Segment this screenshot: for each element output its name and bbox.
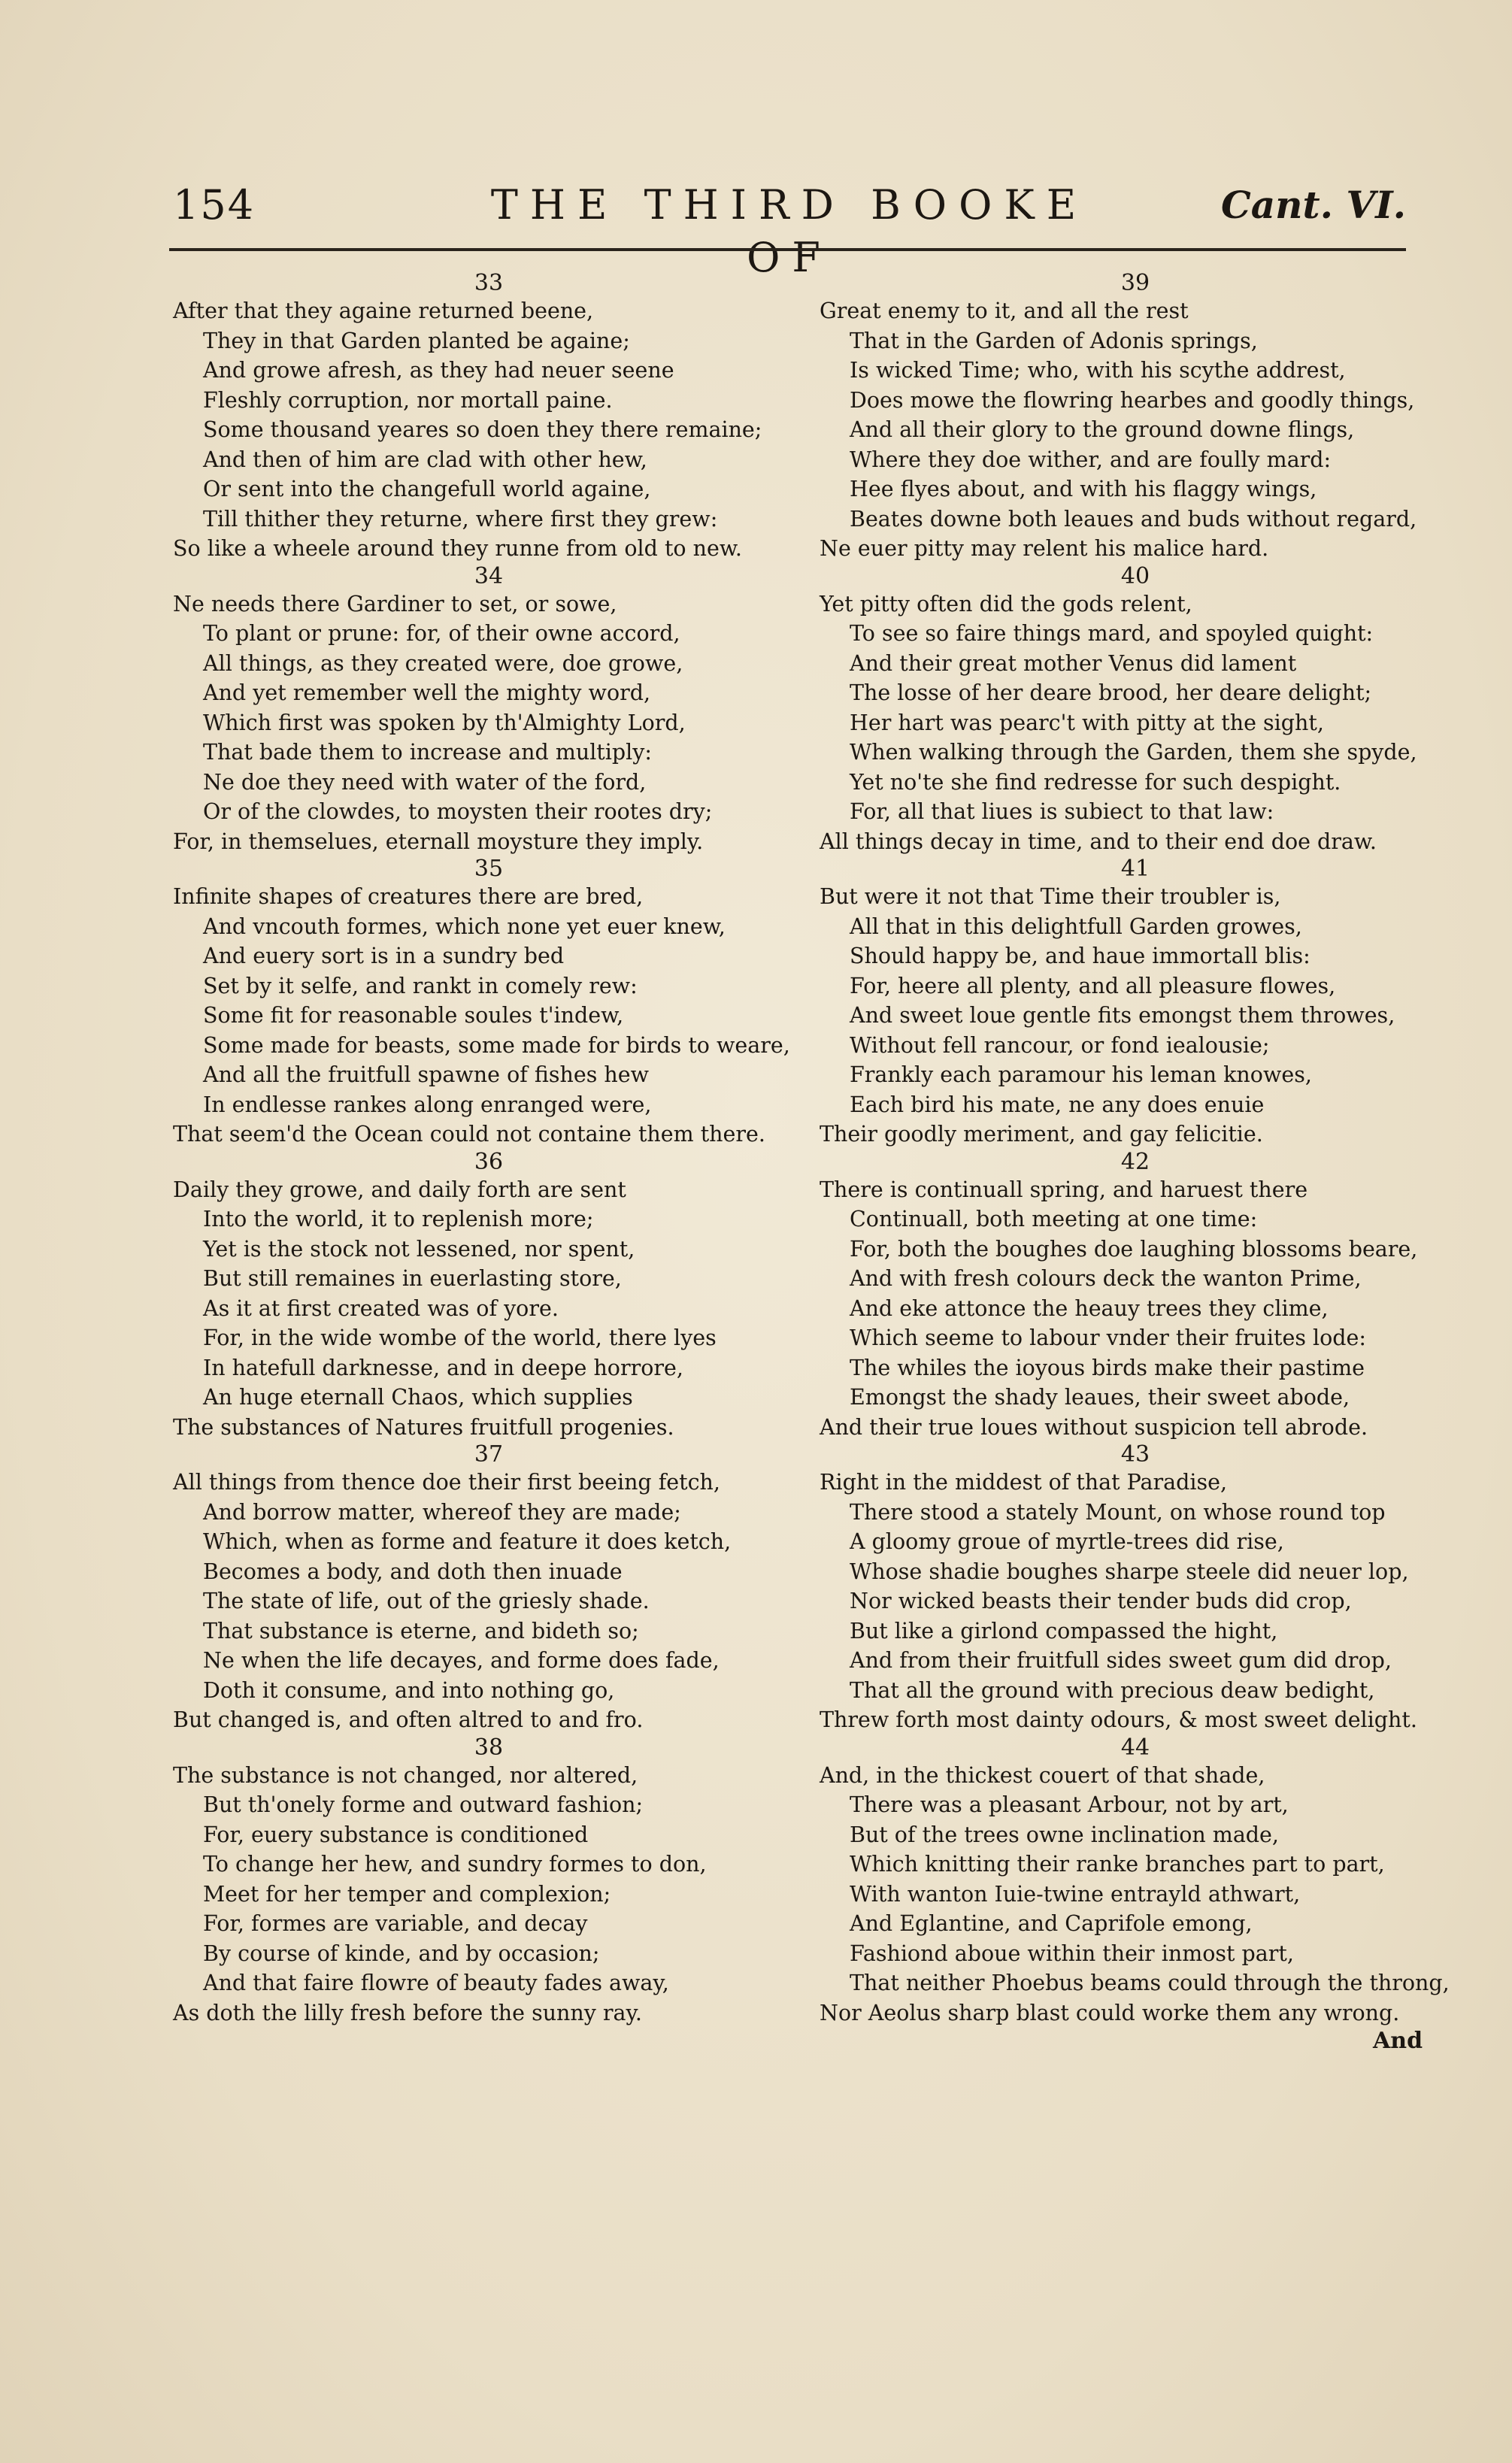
verse-line: Should happy be, and haue immortall blis: <box>850 944 1311 968</box>
verse-line: The substances of Natures fruitfull progenies. <box>173 1414 674 1440</box>
canto-label: Cant. VI. <box>1220 183 1406 227</box>
verse-line: Right in the middest of that Paradise, <box>820 1470 1228 1495</box>
verse-line: Where they doe wither, and are foully mard: <box>850 447 1332 472</box>
verse-line: Fleshly corruption, nor mortall paine. <box>203 387 613 413</box>
verse-line: There was a pleasant Arbour, not by art, <box>850 1792 1289 1817</box>
verse-line: Which seeme to labour vnder their fruites lode: <box>850 1325 1367 1350</box>
verse-line: Or of the clowdes, to moysten their rootes dry; <box>203 799 713 824</box>
verse-line: All things decay in time, and to their end doe draw. <box>820 829 1377 854</box>
verse-line: Which knitting their ranke branches part to part, <box>850 1852 1385 1877</box>
verse-line: Her hart was pearc't with pitty at the sight, <box>850 710 1324 735</box>
verse-line: For, in the wide wombe of the world, there lyes <box>203 1325 717 1350</box>
stanza-number: 37 <box>474 1441 504 1468</box>
verse-line: Threw forth most dainty odours, & most sweet delight. <box>820 1707 1417 1732</box>
verse-line: The whiles the ioyous birds make their pastime <box>850 1355 1365 1380</box>
verse-line: That all the ground with precious deaw bedight, <box>850 1677 1375 1703</box>
verse-line: For, both the boughes doe laughing blossoms beare, <box>850 1236 1418 1262</box>
stanza-number: 35 <box>474 856 504 882</box>
stanza <box>173 564 804 857</box>
stanza-number: 40 <box>1120 562 1150 589</box>
verse-line: As it at first created was of yore. <box>203 1295 559 1321</box>
stanza-number: 41 <box>1120 856 1150 882</box>
verse-line: Each bird his mate, ne any does enuie <box>850 1092 1265 1117</box>
verse-line: Emongst the shady leaues, their sweet abode, <box>850 1385 1350 1410</box>
verse-line: Daily they growe, and daily forth are sent <box>173 1177 626 1202</box>
verse-line: Into the world, it to replenish more; <box>203 1207 594 1232</box>
verse-line: After that they againe returned beene, <box>173 298 594 323</box>
stanza-number: 33 <box>474 270 504 296</box>
stanza <box>173 856 804 1150</box>
stanza <box>820 1442 1451 1735</box>
stanza <box>820 856 1451 1150</box>
verse-line: For, heere all plenty, and all pleasure flowes, <box>850 973 1336 998</box>
verse-line: Ne euer pitty may relent his malice hard. <box>820 536 1269 561</box>
verse-line: Hee flyes about, and with his flaggy wings, <box>850 477 1317 501</box>
verse-line: And their great mother Venus did lament <box>850 650 1297 676</box>
verse-line: All things, as they created were, doe growe, <box>203 650 683 676</box>
verse-line: Their goodly meriment, and gay felicitie. <box>820 1122 1263 1147</box>
verse-line: But like a girlond compassed the hight, <box>850 1618 1278 1644</box>
verse-line: Fashiond aboue within their inmost part, <box>850 1940 1294 1966</box>
verse-line: Becomes a body, and doth then inuade <box>203 1559 623 1584</box>
stanza <box>173 1150 804 1443</box>
verse-line: To see so faire things mard, and spoyled quight: <box>850 621 1374 646</box>
verse-line: And their true loues without suspicion tell abrode. <box>820 1414 1368 1440</box>
verse-line: That seem'd the Ocean could not containe them there. <box>173 1122 765 1147</box>
stanza-number: 42 <box>1120 1148 1150 1175</box>
verse-line: A gloomy groue of myrtle-trees did rise, <box>850 1529 1284 1554</box>
right-column <box>820 271 1451 2028</box>
verse-line: Is wicked Time; who, with his scythe addrest, <box>850 358 1346 383</box>
catchword: And <box>1373 2028 1423 2054</box>
stanza-number: 38 <box>474 1734 504 1761</box>
running-title: THE THIRD BOOKE OF <box>490 181 1089 281</box>
verse-line: Some thousand yeares so doen they there remaine; <box>203 417 762 442</box>
verse-line: And growe afresh, as they had neuer seene <box>203 358 674 383</box>
stanza <box>820 271 1451 564</box>
verse-line: Nor wicked beasts their tender buds did crop, <box>850 1589 1352 1613</box>
stanza-number: 43 <box>1120 1441 1150 1468</box>
verse-line: And all the fruitfull spawne of fishes hew <box>203 1062 650 1087</box>
verse-line: And with fresh colours deck the wanton Prime, <box>850 1266 1362 1291</box>
verse-line: And all their glory to the ground downe flings, <box>850 417 1355 442</box>
verse-line: The state of life, out of the griesly shade. <box>203 1589 650 1613</box>
stanza <box>820 564 1451 857</box>
verse-line: And vncouth formes, which none yet euer knew, <box>203 913 726 939</box>
left-column <box>173 271 804 2028</box>
verse-line: So like a wheele around they runne from old to new. <box>173 536 742 561</box>
verse-line: Set by it selfe, and rankt in comely rew: <box>203 973 638 998</box>
stanza <box>173 271 804 564</box>
verse-line: For, all that liues is subiect to that law: <box>850 799 1274 824</box>
page-number: 154 <box>173 181 256 229</box>
verse-line: In hatefull darknesse, and in deepe horrore, <box>203 1355 683 1380</box>
stanza-number: 34 <box>474 562 504 589</box>
verse-line: There is continuall spring, and haruest there <box>820 1177 1308 1202</box>
verse-line: Does mowe the flowring hearbes and goodly things, <box>850 387 1415 413</box>
verse-line: Frankly each paramour his leman knowes, <box>850 1062 1312 1087</box>
verse-line: Which first was spoken by th'Almighty Lord, <box>203 710 686 735</box>
verse-line: For, in themselues, eternall moysture they imply. <box>173 829 704 854</box>
verse-line: For, euery substance is conditioned <box>203 1822 589 1847</box>
verse-line: And yet remember well the mighty word, <box>203 680 651 705</box>
verse-line: Till thither they returne, where first they grew: <box>203 506 718 532</box>
verse-line: All things from thence doe their first beeing fetch, <box>173 1470 720 1495</box>
verse-line: And from their fruitfull sides sweet gum did drop, <box>850 1648 1392 1673</box>
stanza-number: 36 <box>474 1148 504 1175</box>
verse-line: Beates downe both leaues and buds without regard, <box>850 506 1417 532</box>
header-rule <box>169 248 1406 251</box>
verse-line: With wanton Iuie-twine entrayld athwart, <box>850 1881 1301 1907</box>
verse-line: All that in this delightfull Garden growes, <box>850 913 1302 939</box>
verse-line: And then of him are clad with other hew, <box>203 447 647 472</box>
verse-line: To plant or prune: for, of their owne accord, <box>203 621 680 646</box>
verse-line: The losse of her deare brood, her deare delight; <box>850 680 1372 705</box>
verse-line: The substance is not changed, nor altered, <box>173 1762 638 1788</box>
verse-line: That in the Garden of Adonis springs, <box>850 328 1258 353</box>
verse-line: For, formes are variable, and decay <box>203 1911 588 1936</box>
verse-line: That neither Phoebus beams could through the throng, <box>850 1971 1450 1995</box>
stanza <box>173 1442 804 1735</box>
verse-line: And Eglantine, and Caprifole emong, <box>850 1911 1253 1936</box>
verse-line: But th'onely forme and outward fashion; <box>203 1792 644 1817</box>
verse-line: And euery sort is in a sundry bed <box>203 944 565 968</box>
stanza <box>820 1150 1451 1443</box>
verse-line: That substance is eterne, and bideth so; <box>203 1618 639 1644</box>
verse-line: Whose shadie boughes sharpe steele did neuer lop, <box>850 1559 1409 1584</box>
verse-line: Nor Aeolus sharp blast could worke them any wrong. <box>820 2000 1400 2025</box>
verse-line: Without fell rancour, or fond iealousie; <box>850 1032 1270 1058</box>
verse-line: Doth it consume, and into nothing go, <box>203 1677 615 1703</box>
verse-line: Ne needs there Gardiner to set, or sowe, <box>173 591 617 617</box>
verse-line: Yet no'te she find redresse for such despight. <box>850 769 1341 795</box>
verse-line: Great enemy to it, and all the rest <box>820 298 1189 323</box>
verse-line: Which, when as forme and feature it does ketch, <box>203 1529 732 1554</box>
verse-line: But were it not that Time their troubler is, <box>820 884 1281 909</box>
verse-line: Ne when the life decayes, and forme does fade, <box>203 1648 720 1673</box>
verse-line: There stood a stately Mount, on whose round top <box>850 1499 1386 1525</box>
verse-line: Yet pitty often did the gods relent, <box>820 591 1192 617</box>
verse-line: Or sent into the changefull world againe, <box>203 477 651 501</box>
verse-line: And, in the thickest couert of that shade, <box>820 1762 1265 1788</box>
verse-line: Yet is the stock not lessened, nor spent, <box>203 1236 635 1262</box>
verse-line: But changed is, and often altred to and fro. <box>173 1707 644 1732</box>
verse-line: Continuall, both meeting at one time: <box>850 1207 1258 1232</box>
verse-line: In endlesse rankes along enranged were, <box>203 1092 652 1117</box>
verse-line: And sweet loue gentle fits emongst them throwes, <box>850 1003 1395 1028</box>
verse-line: Ne doe they need with water of the ford, <box>203 769 647 795</box>
verse-line: They in that Garden planted be againe; <box>203 328 630 353</box>
verse-line: To change her hew, and sundry formes to don, <box>203 1852 707 1877</box>
verse-line: And borrow matter, whereof they are made; <box>203 1499 681 1525</box>
verse-line: An huge eternall Chaos, which supplies <box>203 1385 633 1410</box>
verse-line: But still remaines in euerlasting store, <box>203 1266 622 1291</box>
verse-line: Some made for beasts, some made for birds to weare, <box>203 1032 790 1058</box>
verse-line: When walking through the Garden, them she spyde, <box>850 740 1417 765</box>
stanza-number: 44 <box>1120 1734 1150 1761</box>
verse-line: And eke attonce the heauy trees they clime, <box>850 1295 1329 1321</box>
verse-line: Meet for her temper and complexion; <box>203 1881 611 1907</box>
verse-line: Infinite shapes of creatures there are bred, <box>173 884 644 909</box>
verse-line: That bade them to increase and multiply: <box>203 740 652 765</box>
page-header <box>173 179 1406 281</box>
stanza <box>820 1735 1451 2028</box>
verse-line: But of the trees owne inclination made, <box>850 1822 1279 1847</box>
verse-line: By course of kinde, and by occasion; <box>203 1940 600 1966</box>
verse-line: Some fit for reasonable soules t'indew, <box>203 1003 624 1028</box>
stanza-number: 39 <box>1120 270 1150 296</box>
verse-line: As doth the lilly fresh before the sunny ray. <box>173 2000 642 2025</box>
verse-line: And that faire flowre of beauty fades away, <box>203 1971 669 1995</box>
stanza <box>173 1735 804 2028</box>
